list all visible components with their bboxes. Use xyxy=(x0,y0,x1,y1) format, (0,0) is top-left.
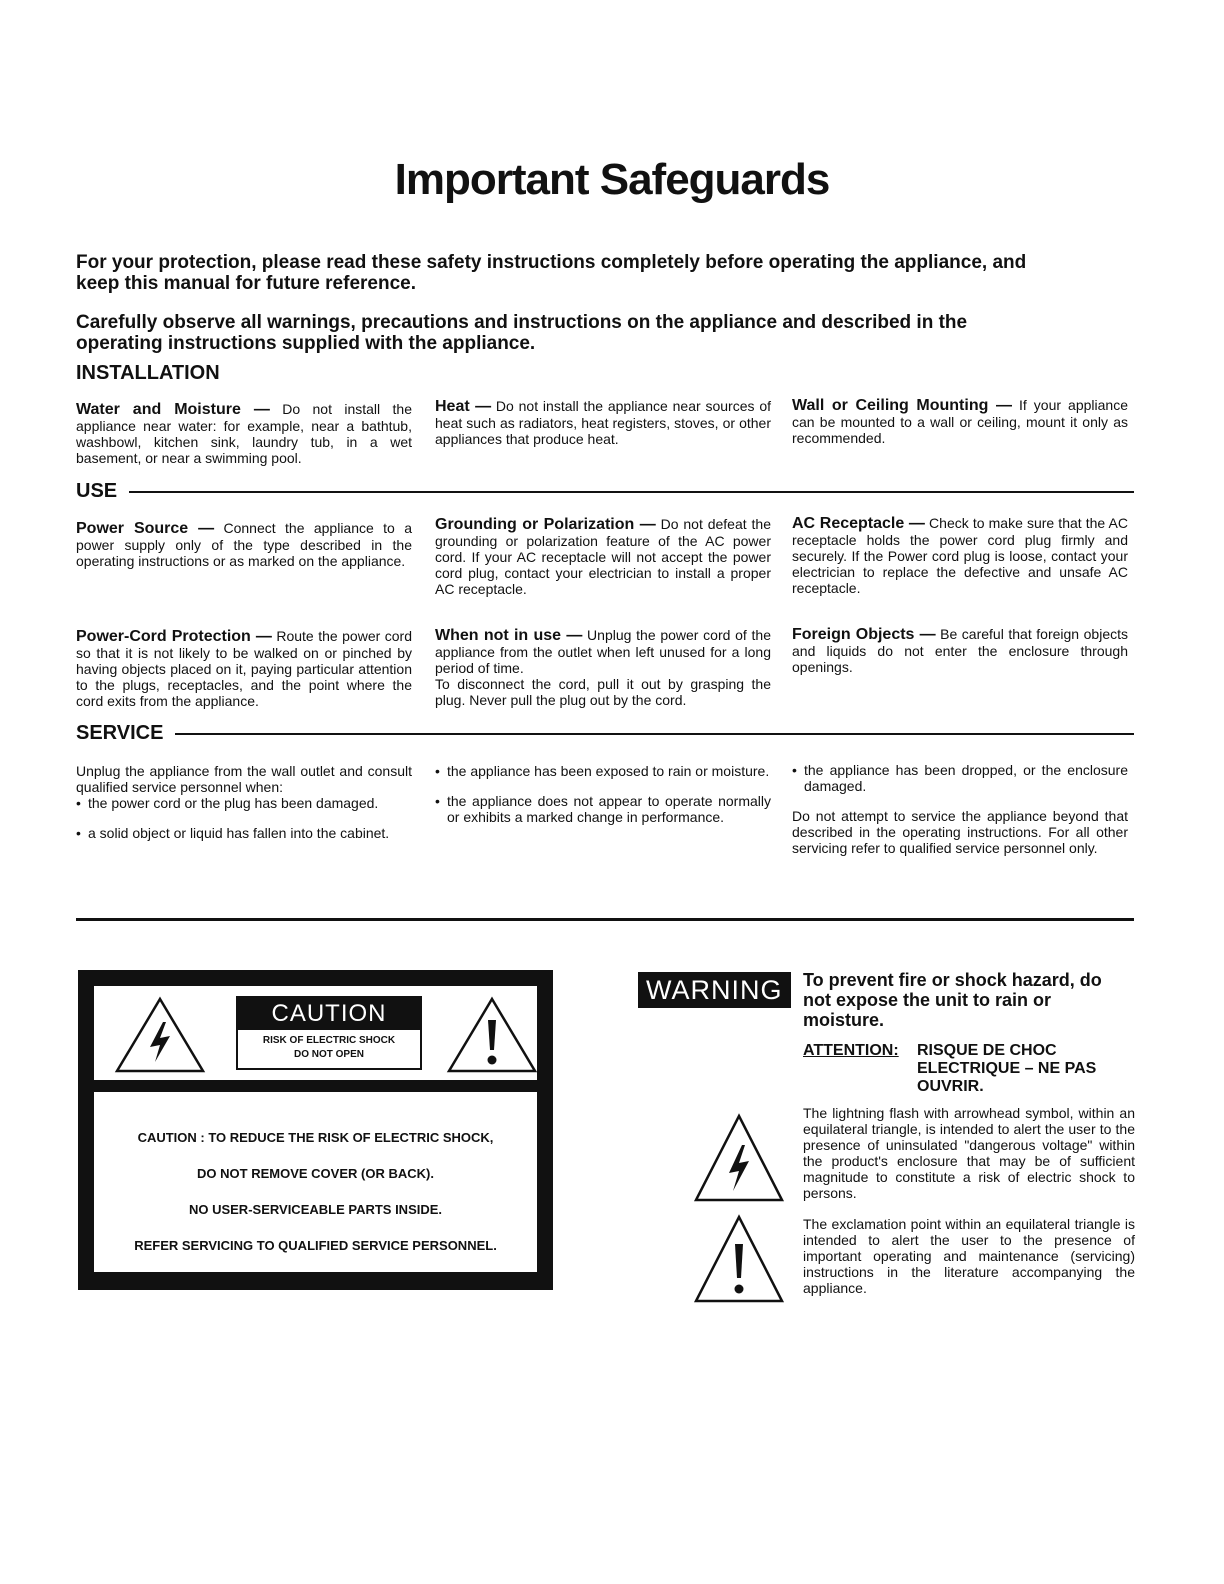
service-col-2 xyxy=(435,763,771,839)
exclamation-triangle-icon xyxy=(693,1214,785,1304)
entry-text-extra: To disconnect the cord, pull it out by grasping the plug. Never pull the plug out by the cord. xyxy=(435,676,771,708)
caution-line: REFER SERVICING TO QUALIFIED SERVICE PERSONNEL. xyxy=(134,1238,497,1253)
caution-label xyxy=(78,970,553,1290)
warning-heading: To prevent fire or shock hazard, do not expose the unit to rain or moisture. xyxy=(803,970,1102,1030)
divider-rule xyxy=(76,918,1134,921)
service-intro: Unplug the appliance from the wall outlet and consult qualified service personnel when: xyxy=(76,763,412,795)
service-col-1 xyxy=(76,763,412,855)
entry-text: Route the power cord so that it is not likely to be walked on or pinched by having objects placed on it, paying particular attention to the plugs, receptacles, and the point where the cord exits from the appliance. xyxy=(76,628,412,709)
service-bullet: • the appliance has been dropped, or the enclosure damaged. xyxy=(792,762,1128,794)
entry-label: AC Receptacle — xyxy=(792,515,925,532)
use-heading-text: USE xyxy=(76,480,118,502)
lightning-triangle-icon xyxy=(114,996,206,1074)
entry-text: Be careful that foreign objects and liquids do not enter the enclosure through openings. xyxy=(792,626,1129,675)
water-moisture-entry xyxy=(76,401,412,466)
attention-label: ATTENTION: xyxy=(803,1042,899,1059)
entry-label: Foreign Objects — xyxy=(792,626,936,643)
caution-plate-title: CAUTION xyxy=(238,998,420,1030)
exclamation-triangle-icon xyxy=(446,996,538,1074)
entry-label: Heat — xyxy=(435,398,492,415)
entry-text: Check to make sure that the AC receptacle holds the power cord plug firmly and securely. If the Power cord plug is loose, contact your electrician to replace the defective and unsafe AC receptacle. xyxy=(792,515,1129,596)
caution-label-top xyxy=(94,986,537,1080)
service-bullet: • a solid object or liquid has fallen into the cabinet. xyxy=(76,825,412,841)
attention-text: RISQUE DE CHOC ELECTRIQUE – NE PAS OUVRIR. xyxy=(917,1042,1097,1095)
caution-line: NO USER-SERVICEABLE PARTS INSIDE. xyxy=(188,1202,443,1217)
power-source-entry xyxy=(76,520,412,569)
entry-label: When not in use — xyxy=(435,627,583,644)
intro-observe: Carefully observe all warnings, precautions and instructions on the appliance and described in the operating instructions supplied with the appliance. xyxy=(76,312,968,354)
entry-label: Grounding or Polarization — xyxy=(435,516,656,533)
lightning-triangle-icon xyxy=(693,1113,785,1203)
exclamation-symbol-description: The exclamation point within an equilateral triangle is intended to alert the user to the presence of important operating and maintenance (servicing) instructions in the literature accompanying the appliance. xyxy=(803,1216,1135,1296)
entry-text: Unplug the power cord of the appliance from the outlet when left unused for a long period of time. xyxy=(435,627,771,676)
ac-receptacle-entry xyxy=(792,515,1128,596)
entry-text: Connect the appliance to a power supply only of the type described in the operating instructions or as marked on the appliance. xyxy=(76,520,412,569)
warning-badge: WARNING xyxy=(638,972,791,1008)
installation-heading xyxy=(76,362,1134,385)
heat-entry xyxy=(435,398,771,447)
installation-heading-text: INSTALLATION xyxy=(76,362,220,384)
service-bullet: • the power cord or the plug has been damaged. xyxy=(76,795,412,811)
entry-text: Do not defeat the grounding or polarization feature of the AC power cord. If your AC receptacle will not accept the power cord plug, contact your electrician to install a proper AC receptacle. xyxy=(435,516,771,597)
entry-label: Power Source — xyxy=(76,520,215,537)
entry-label: Wall or Ceiling Mounting — xyxy=(792,397,1012,414)
section-rule xyxy=(175,733,1134,735)
intro-protection: For your protection, please read these safety instructions completely before operating the appliance, and keep this manual for future reference. xyxy=(76,252,1027,294)
entry-text: If your appliance can be mounted to a wall or ceiling, mount it only as recommended. xyxy=(792,397,1128,446)
caution-plate-line: RISK OF ELECTRIC SHOCK xyxy=(262,1035,396,1046)
caution-plate-line: DO NOT OPEN xyxy=(293,1049,364,1060)
service-heading xyxy=(76,722,1134,745)
entry-text: Do not install the appliance near sources of heat such as radiators, heat registers, stoves, or other appliances that produce heat. xyxy=(435,398,772,447)
foreign-objects-entry xyxy=(792,626,1128,675)
service-bullet: • the appliance has been exposed to rain or moisture. xyxy=(435,763,771,779)
caution-plate xyxy=(236,996,422,1070)
entry-label: Power-Cord Protection — xyxy=(76,628,272,645)
service-bullet: • the appliance does not appear to operate normally or exhibits a marked change in performance. xyxy=(435,793,771,825)
section-rule xyxy=(129,491,1134,493)
caution-line: CAUTION : TO REDUCE THE RISK OF ELECTRIC SHOCK, xyxy=(137,1130,494,1145)
power-cord-protection-entry xyxy=(76,628,412,709)
wall-ceiling-entry xyxy=(792,397,1128,446)
lightning-symbol-description: The lightning flash with arrowhead symbol, within an equilateral triangle, is intended to alert the user to the presence of uninsulated "dangerous voltage" within the product's enclosure that may be of sufficient magnitude to constitute a risk of electric shock to persons. xyxy=(803,1105,1135,1201)
caution-line: DO NOT REMOVE COVER (OR BACK). xyxy=(197,1166,434,1181)
entry-label: Water and Moisture — xyxy=(76,401,270,418)
entry-text: Do not install the appliance near water: for example, near a bathtub, washbowl, kitchen sink, laundry tub, in a wet basement, or near a swimming pool. xyxy=(76,401,413,466)
service-col-3 xyxy=(792,762,1128,856)
use-heading xyxy=(76,480,1134,503)
when-not-in-use-entry xyxy=(435,627,771,708)
service-closing: Do not attempt to service the appliance beyond that described in the operating instructions. For all other servicing refer to qualified service personnel only. xyxy=(792,808,1128,856)
grounding-entry xyxy=(435,516,771,597)
service-heading-text: SERVICE xyxy=(76,722,164,744)
caution-label-text xyxy=(94,1092,537,1272)
page-title: Important Safeguards xyxy=(394,155,830,204)
